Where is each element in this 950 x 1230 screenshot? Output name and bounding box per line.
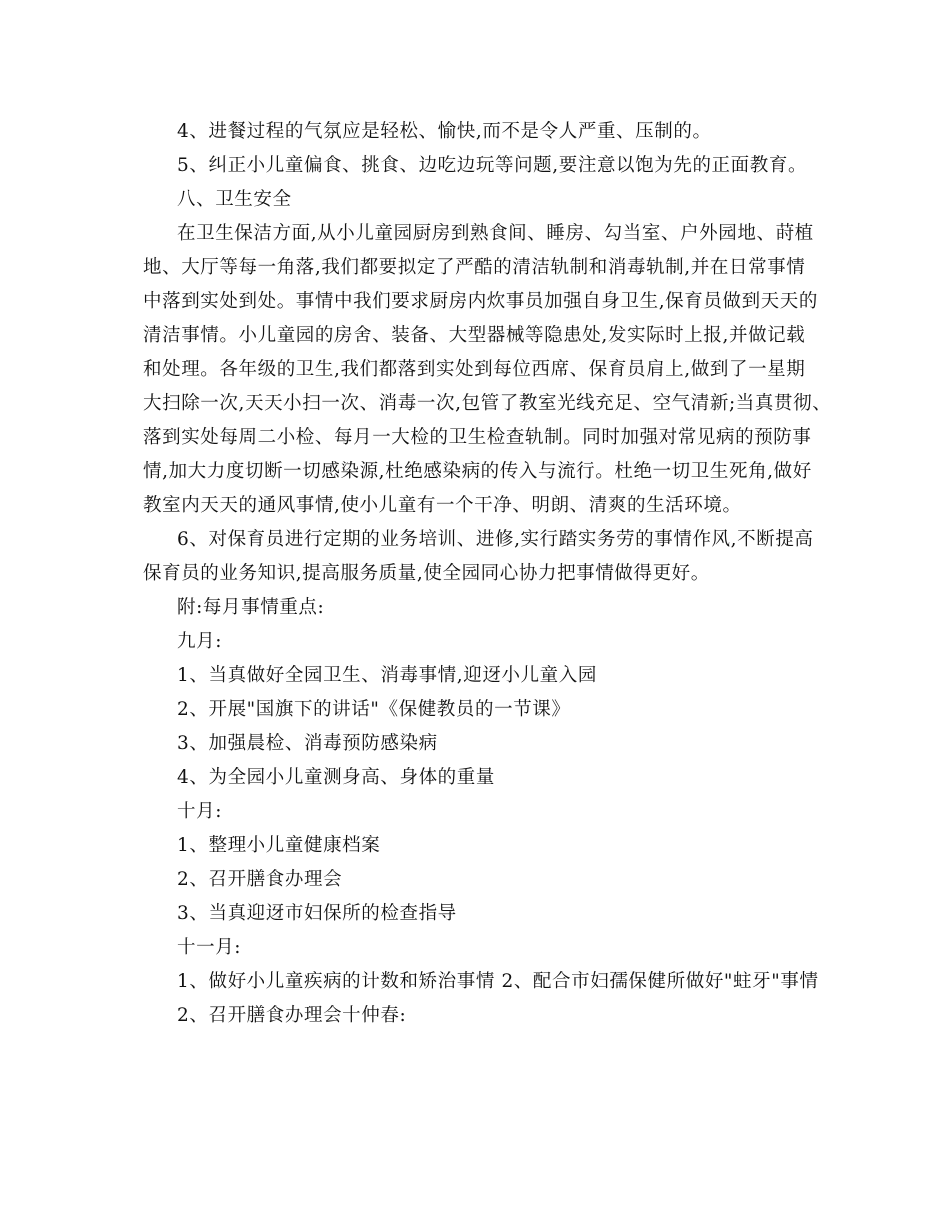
list-item: 4、为全园小儿童测身高、身体的重量 xyxy=(177,767,495,788)
text-line: 6、对保育员进行定期的业务培训、进修,实行踏实务劳的事情作风,不断提高 xyxy=(177,529,814,550)
text-line: 大扫除一次,天天小扫一次、消毒一次,包管了教室光线充足、空气清新;当真贯彻、 xyxy=(143,393,832,414)
text-line: 地、大厅等每一角落,我们都要拟定了严酷的清洁轨制和消毒轨制,并在日常事情 xyxy=(143,257,806,278)
month-heading: 十月: xyxy=(177,801,223,822)
text-line: 情,加大力度切断一切感染源,杜绝感染病的传入与流行。杜绝一切卫生死角,做好 xyxy=(143,461,812,482)
section-heading: 八、卫生安全 xyxy=(177,189,292,210)
list-item: 2、召开膳食办理会十仲春: xyxy=(177,1005,407,1026)
text-line: 4、进餐过程的气氛应是轻松、愉快,而不是令人严重、压制的。 xyxy=(177,121,712,142)
list-item: 1、当真做好全园卫生、消毒事情,迎迓小儿童入园 xyxy=(177,665,597,686)
list-item: 3、当真迎迓市妇保所的检查指导 xyxy=(177,903,457,924)
text-line: 在卫生保洁方面,从小儿童园厨房到熟食间、睡房、勾当室、户外园地、莳植 xyxy=(177,223,814,244)
list-item: 3、加强晨检、消毒预防感染病 xyxy=(177,733,438,754)
appendix-heading: 附:每月事情重点: xyxy=(177,597,325,618)
text-line: 教室内天天的通风事情,使小儿童有一个干净、明朗、清爽的生活环境。 xyxy=(143,495,742,516)
text-line: 清洁事情。小儿童园的房舍、装备、大型器械等隐患处,发实际时上报,并做记载 xyxy=(143,325,806,346)
list-item: 1、做好小儿童疾病的计数和矫治事情 2、配合市妇孺保健所做好"蛀牙"事情 xyxy=(177,971,819,992)
month-heading: 九月: xyxy=(177,631,223,652)
text-line: 保育员的业务知识,提高服务质量,使全园同心协力把事情做得更好。 xyxy=(143,563,710,584)
list-item: 2、开展"国旗下的讲话"《保健教员的一节课》 xyxy=(177,699,571,720)
text-line: 5、纠正小儿童偏食、挑食、边吃边玩等问题,要注意以饱为先的正面教育。 xyxy=(177,155,808,176)
month-heading: 十一月: xyxy=(177,937,242,958)
text-line: 中落到实处到处。事情中我们要求厨房内炊事员加强自身卫生,保育员做到天天的 xyxy=(143,291,818,312)
text-line: 落到实处每周二小检、每月一大检的卫生检查轨制。同时加强对常见病的预防事 xyxy=(143,427,812,448)
list-item: 1、整理小儿童健康档案 xyxy=(177,835,381,856)
list-item: 2、召开膳食办理会 xyxy=(177,869,343,890)
document-body xyxy=(143,115,832,1033)
text-line: 和处理。各年级的卫生,我们都落到实处到每位西席、保育员肩上,做到了一星期 xyxy=(143,359,806,380)
